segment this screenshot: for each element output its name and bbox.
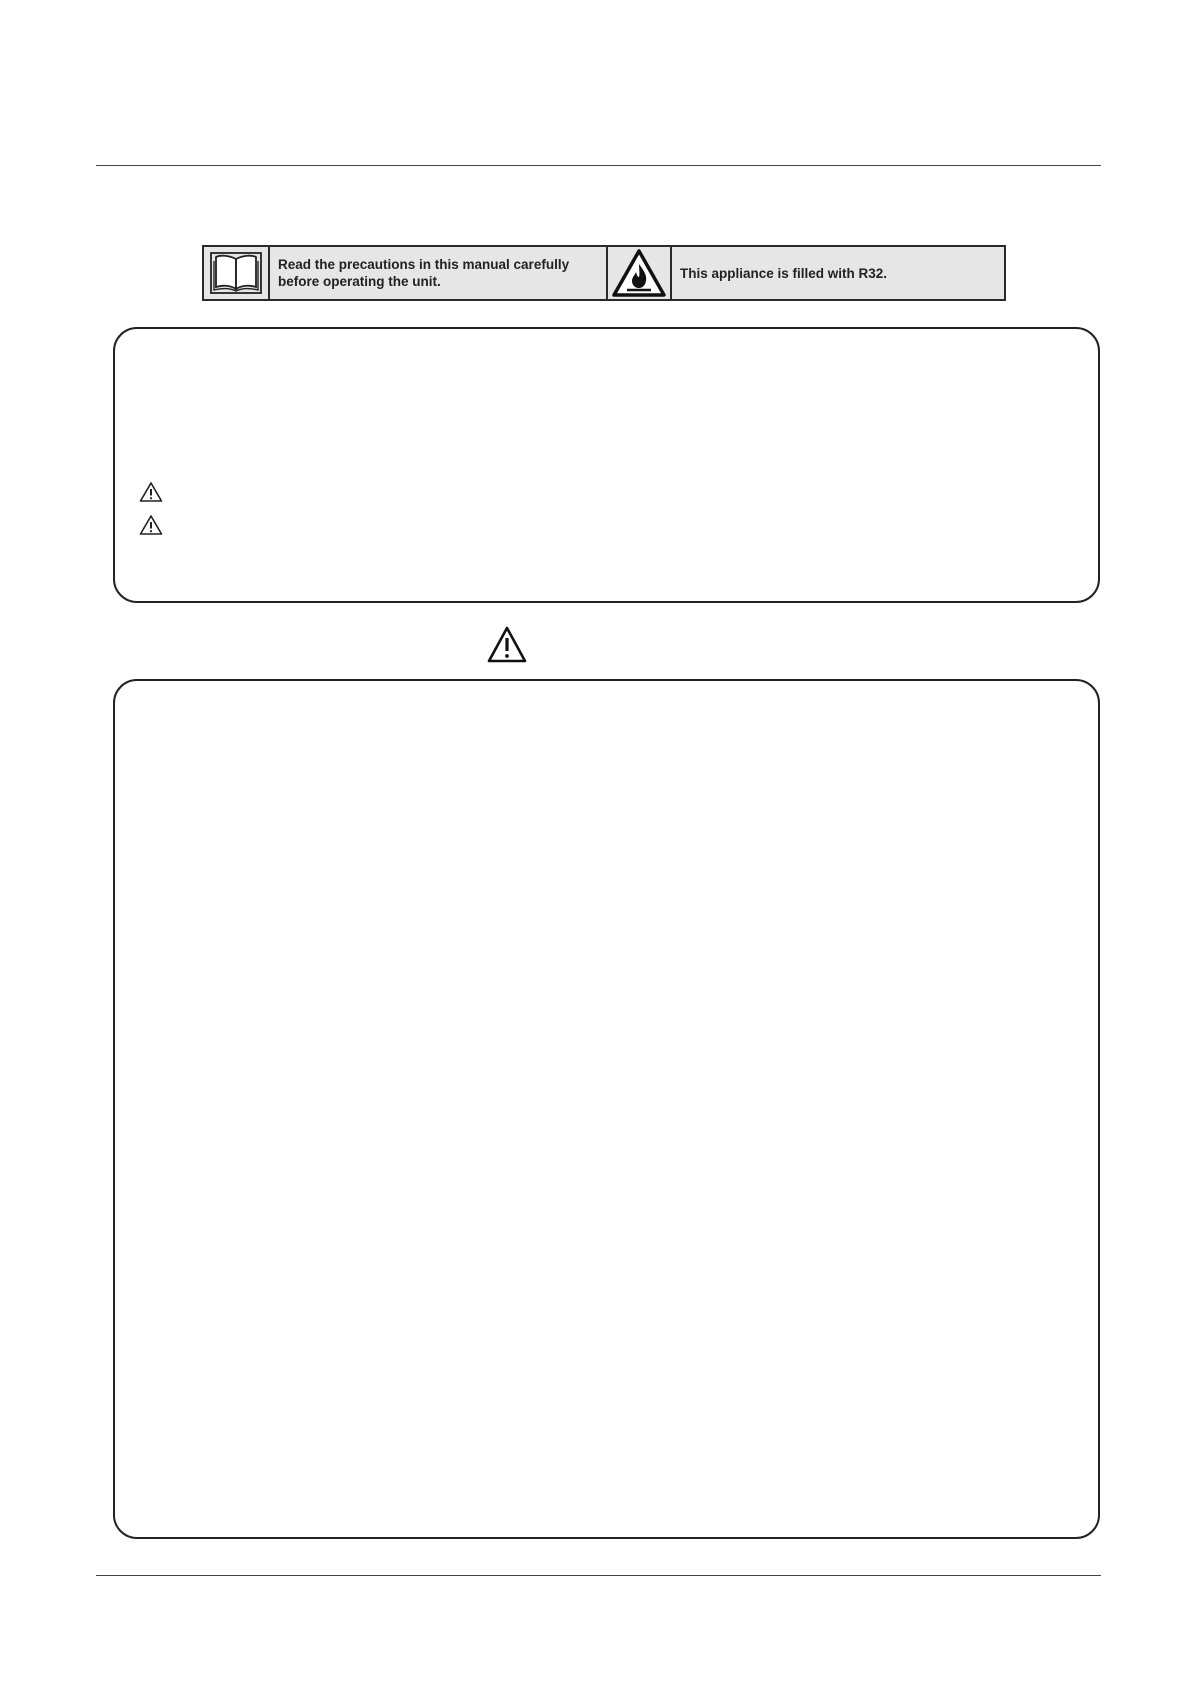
refrigerant-notice-text: This appliance is filled with R32. [680, 265, 888, 281]
header-rule [96, 165, 1101, 166]
warning-triangle-icon [139, 514, 163, 536]
read-precautions-text: Read the precautions in this manual carefully before operating the unit. [278, 257, 570, 289]
manual-book-icon [204, 247, 270, 299]
flammable-warning-icon [606, 247, 672, 299]
precaution-banner [202, 245, 1006, 301]
footer-rule [96, 1575, 1101, 1576]
lower-warning-panel [113, 679, 1100, 1539]
warning-triangle-icon [139, 481, 163, 503]
upper-precaution-panel [113, 327, 1100, 603]
warning-triangle-icon [487, 625, 527, 665]
